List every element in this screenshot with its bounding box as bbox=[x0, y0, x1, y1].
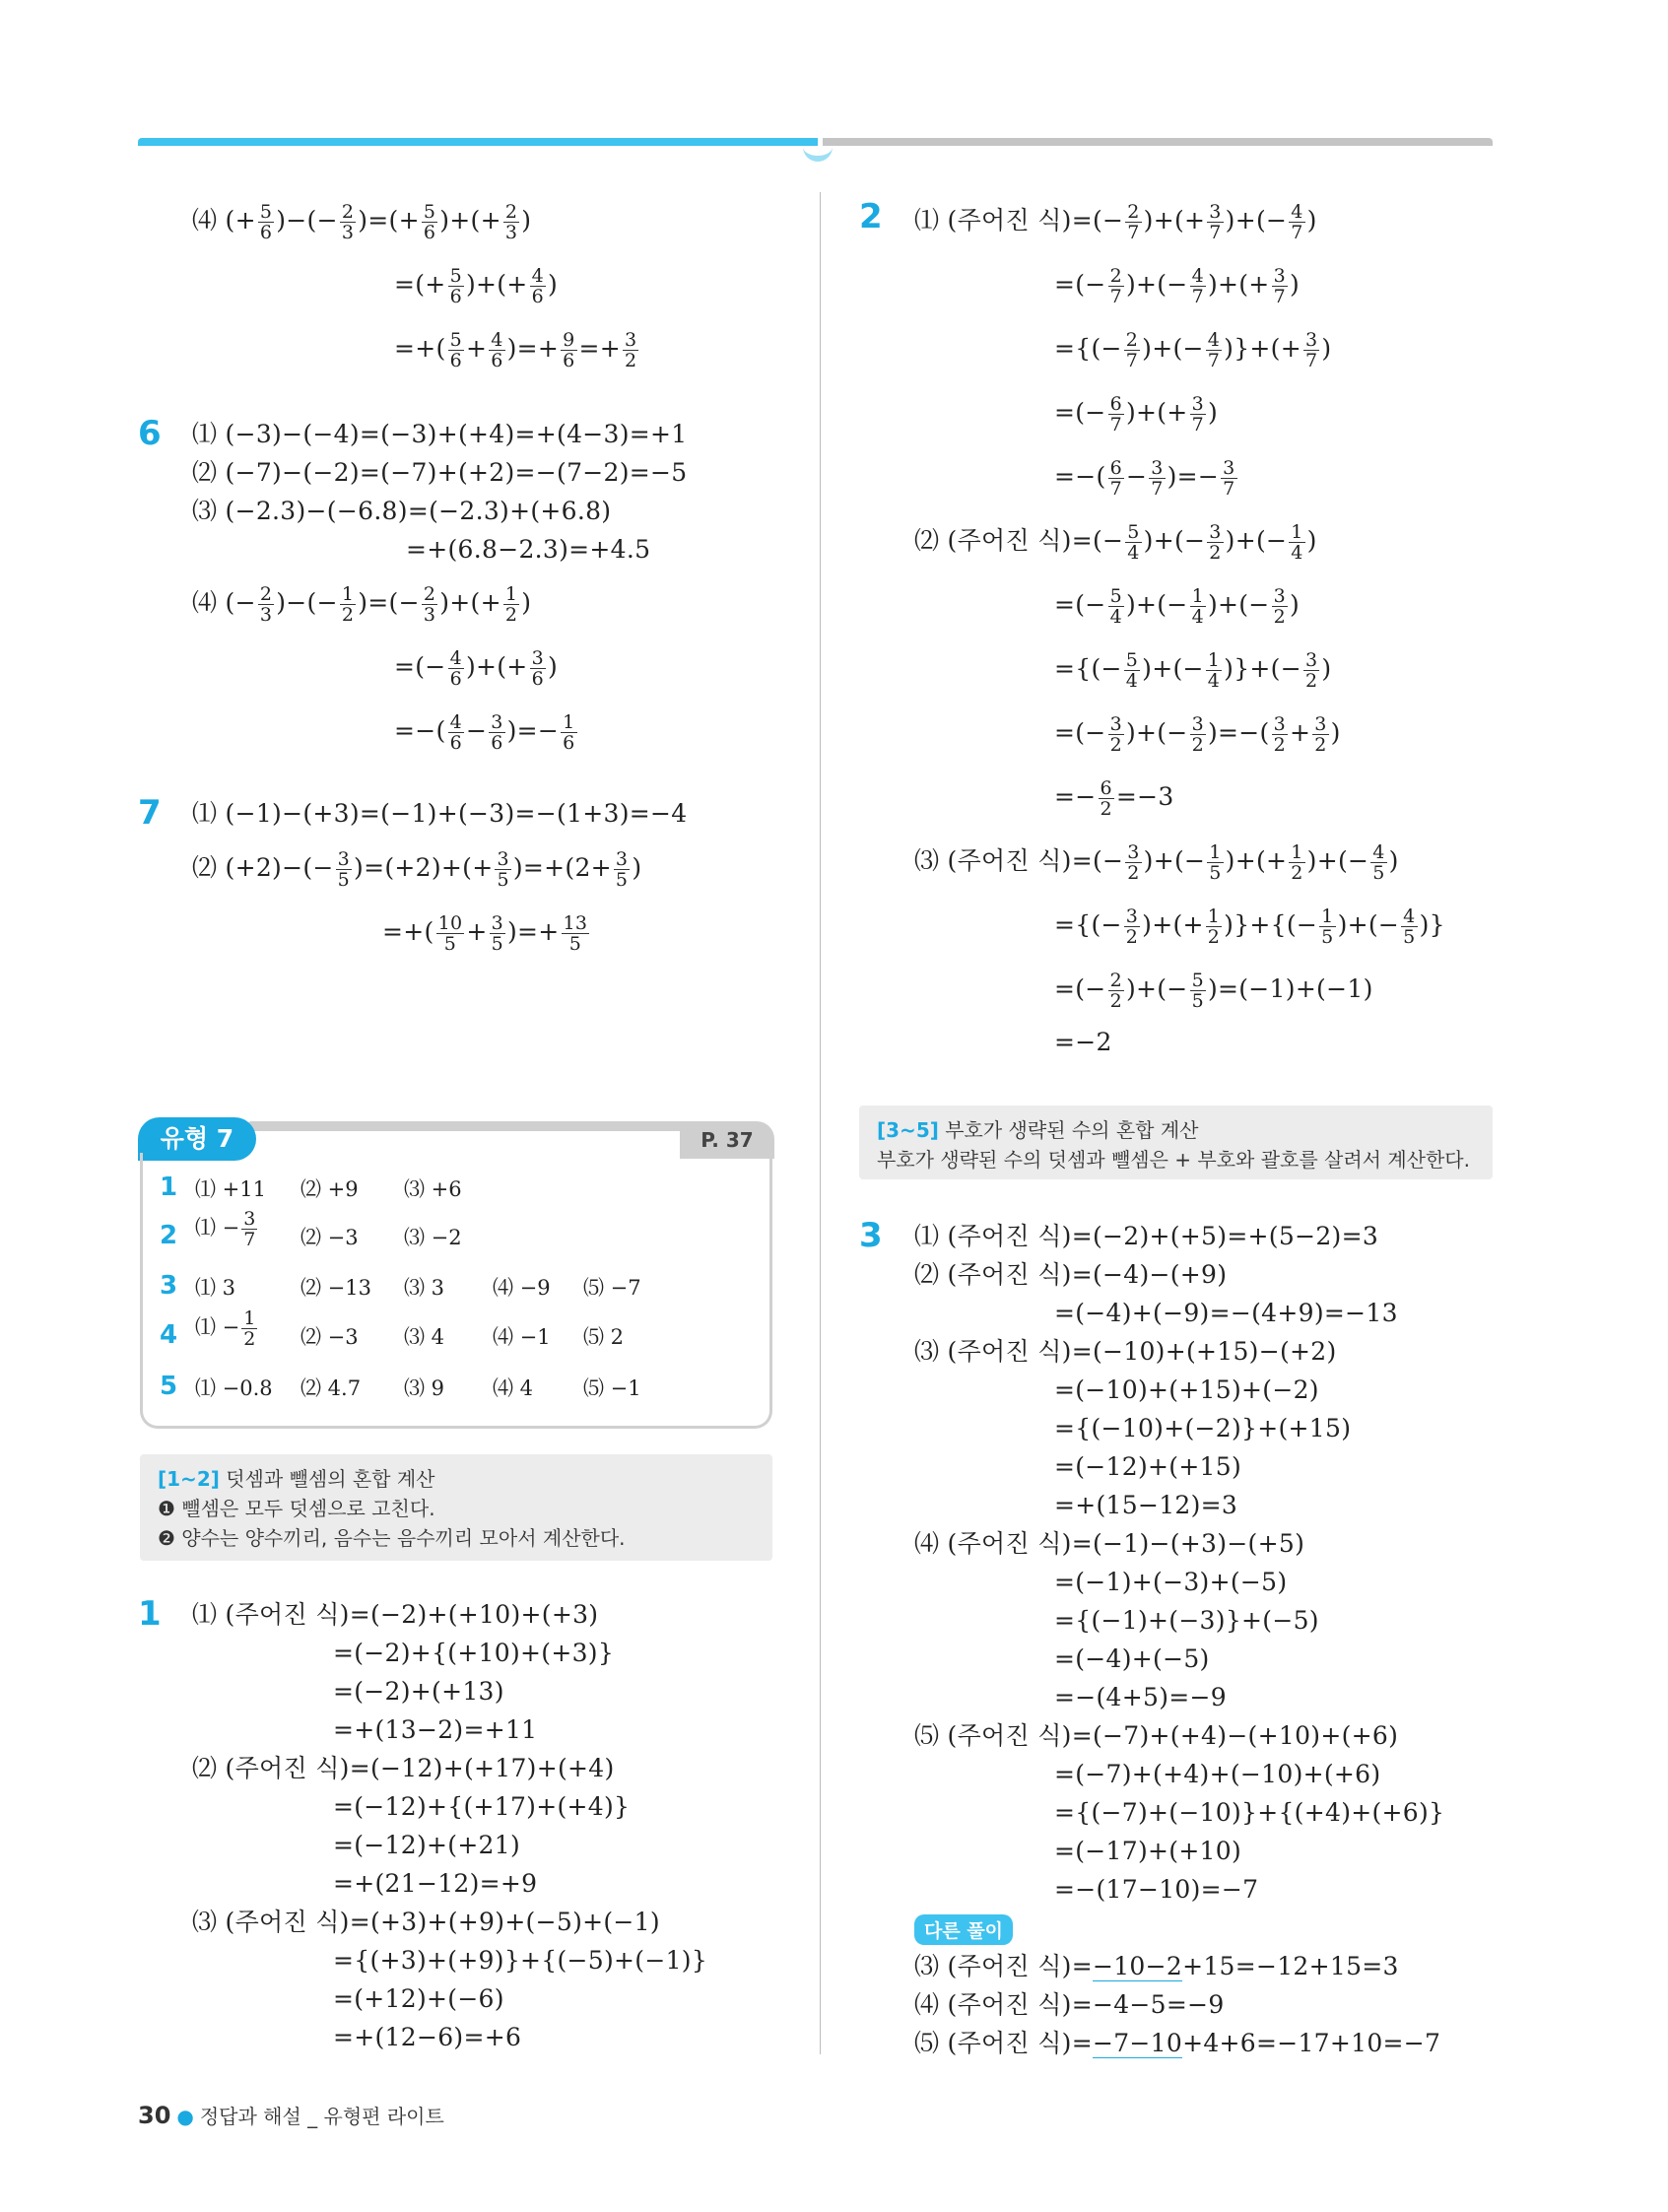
q1-line-2: =(−2)+{(+10)+(+3)} bbox=[333, 1639, 615, 1667]
type7-row1-c: ⑶ +6 bbox=[404, 1177, 462, 1201]
q3-line-18: =−(17−10)=−7 bbox=[1054, 1875, 1259, 1904]
q1-line-1: ⑴ (주어진 식)=(−2)+(+10)+(+3) bbox=[192, 1600, 599, 1629]
q1-line-9: ⑶ (주어진 식)=(+3)+(+9)+(−5)+(−1) bbox=[192, 1908, 660, 1936]
q3-line-8: =+(15−12)=3 bbox=[1054, 1491, 1238, 1519]
other-solution-line-3: ⑸ (주어진 식)=−7−10+4+6=−17+10=−7 bbox=[914, 2029, 1441, 2057]
q3-line-3: =(−4)+(−9)=−(4+9)=−13 bbox=[1054, 1299, 1398, 1327]
header-bar-right bbox=[823, 138, 1493, 146]
q2-b-line-4: =(− $\frac{3}{2}$ )+(− $\frac{3}{2}$ )=−( $\frac{3}{2}$ + $\frac{3}{2}$ ) bbox=[1054, 713, 1341, 756]
q6-line-7: =−( $\frac{4}{6}$ − $\frac{3}{6}$ )=− $\frac{1}{6}$ bbox=[394, 711, 575, 754]
q1-line-11: =(+12)+(−6) bbox=[333, 1984, 504, 2013]
other-solution-line-1: ⑶ (주어진 식)=−10−2+15=−12+15=3 bbox=[914, 1952, 1399, 1980]
column-divider bbox=[820, 192, 821, 2054]
type7-row2-number: 2 bbox=[160, 1221, 178, 1250]
q3-line-12: =(−4)+(−5) bbox=[1054, 1644, 1210, 1673]
q2-b-line-3: ={(− $\frac{5}{4}$ )+(− $\frac{1}{4}$ )}+(− $\frac{3}{2}$ ) bbox=[1054, 649, 1332, 692]
page-number: 30 bbox=[138, 2102, 171, 2129]
type7-row3-e: ⑸ −7 bbox=[583, 1276, 641, 1300]
q3-line-2: ⑵ (주어진 식)=(−4)−(+9) bbox=[914, 1260, 1228, 1289]
bullet-dot-icon: ● bbox=[176, 2105, 194, 2128]
q2-a-line-3: ={(− $\frac{2}{7}$ )+(− $\frac{4}{7}$ )}+(+ $\frac{3}{7}$ ) bbox=[1054, 329, 1332, 371]
q3-line-17: =(−17)+(+10) bbox=[1054, 1837, 1242, 1865]
left-top-line-3: =+( $\frac{5}{6}$ + $\frac{4}{6}$ )=+ $\frac{9}{6}$ =+ $\frac{3}{2}$ bbox=[394, 329, 637, 371]
type7-row4-d: ⑷ −1 bbox=[493, 1325, 551, 1349]
type7-row3-number: 3 bbox=[160, 1271, 178, 1301]
type7-row3-b: ⑵ −13 bbox=[300, 1276, 371, 1300]
q2-b-line-1: ⑵ (주어진 식)=(− $\frac{5}{4}$ )+(− $\frac{3}{2}$ )+(− $\frac{1}{4}$ ) bbox=[914, 521, 1317, 564]
info-box-1-2-line-1: ❶ 뺄셈은 모두 덧셈으로 고친다. bbox=[158, 1497, 435, 1520]
q6-line-6: =(− $\frac{4}{6}$ )+(+ $\frac{3}{6}$ ) bbox=[394, 647, 559, 690]
q3-line-5: =(−10)+(+15)+(−2) bbox=[1054, 1375, 1319, 1404]
type7-row3-d: ⑷ −9 bbox=[493, 1276, 551, 1300]
type7-row4-e: ⑸ 2 bbox=[583, 1325, 625, 1349]
header-bar-left bbox=[138, 138, 818, 146]
q1-line-8: =+(21−12)=+9 bbox=[333, 1869, 538, 1898]
question-number-2: 2 bbox=[859, 197, 883, 236]
q2-a-line-4: =(− $\frac{6}{7}$ )+(+ $\frac{3}{7}$ ) bbox=[1054, 393, 1219, 436]
q3-line-16: ={(−7)+(−10)}+{(+4)+(+6)} bbox=[1054, 1798, 1445, 1827]
type7-row1-a: ⑴ +11 bbox=[195, 1177, 266, 1201]
type7-title: 유형 7 bbox=[138, 1117, 256, 1161]
q3-line-1: ⑴ (주어진 식)=(−2)+(+5)=+(5−2)=3 bbox=[914, 1222, 1379, 1250]
other-solution-line-2: ⑷ (주어진 식)=−4−5=−9 bbox=[914, 1990, 1225, 2019]
type7-row2-b: ⑵ −3 bbox=[300, 1226, 359, 1249]
q3-line-6: ={(−10)+(−2)}+(+15) bbox=[1054, 1414, 1352, 1442]
q3-line-9: ⑷ (주어진 식)=(−1)−(+3)−(+5) bbox=[914, 1529, 1305, 1558]
type7-row3-c: ⑶ 3 bbox=[404, 1276, 445, 1300]
info-box-1-2-line-2: ❷ 양수는 양수끼리, 음수는 음수끼리 모아서 계산한다. bbox=[158, 1526, 626, 1550]
q2-c-line-1: ⑶ (주어진 식)=(− $\frac{3}{2}$ )+(− $\frac{1}{5}$ )+(+ $\frac{1}{2}$ )+(− $\frac{4}{5}$ ) bbox=[914, 841, 1399, 884]
type7-row5-d: ⑷ 4 bbox=[493, 1376, 534, 1400]
type7-row5-c: ⑶ 9 bbox=[404, 1376, 445, 1400]
q2-c-line-2: ={(− $\frac{3}{2}$ )+(+ $\frac{1}{2}$ )}+{(− $\frac{1}{5}$ )+(− $\frac{4}{5}$ )} bbox=[1054, 905, 1445, 948]
q6-line-1: ⑴ (−3)−(−4)=(−3)+(+4)=+(4−3)=+1 bbox=[192, 420, 688, 448]
q2-a-line-5: =−( $\frac{6}{7}$ − $\frac{3}{7}$ )=− $\frac{3}{7}$ bbox=[1054, 457, 1235, 500]
q2-c-line-4: =−2 bbox=[1054, 1028, 1112, 1056]
type7-row2-c: ⑶ −2 bbox=[404, 1226, 462, 1249]
info-box-3-5 bbox=[859, 1106, 1493, 1179]
type7-row4-number: 4 bbox=[160, 1320, 178, 1350]
q3-line-14: ⑸ (주어진 식)=(−7)+(+4)−(+10)+(+6) bbox=[914, 1721, 1399, 1750]
question-number-6: 6 bbox=[138, 414, 162, 453]
footer-title: 정답과 해설 _ 유형편 라이트 bbox=[199, 2105, 444, 2128]
q6-line-3: ⑶ (−2.3)−(−6.8)=(−2.3)+(+6.8) bbox=[192, 497, 612, 525]
q2-b-line-5: =− $\frac{6}{2}$ =−3 bbox=[1054, 777, 1174, 820]
q3-line-4: ⑶ (주어진 식)=(−10)+(+15)−(+2) bbox=[914, 1337, 1337, 1366]
question-number-7: 7 bbox=[138, 793, 162, 833]
other-solution-badge: 다른 풀이 bbox=[914, 1914, 1013, 1945]
info-box-3-5-title: [3~5] 부호가 생략된 수의 혼합 계산 bbox=[877, 1118, 1199, 1142]
type7-row3-a: ⑴ 3 bbox=[195, 1276, 236, 1300]
q3-line-10: =(−1)+(−3)+(−5) bbox=[1054, 1568, 1288, 1596]
q7-line-3: =+( $\frac{10}{5}$ + $\frac{3}{5}$ )=+ $\frac{13}{5}$ bbox=[382, 912, 588, 955]
question-number-1: 1 bbox=[138, 1594, 162, 1634]
type7-row5-a: ⑴ −0.8 bbox=[195, 1376, 273, 1400]
q1-line-5: ⑵ (주어진 식)=(−12)+(+17)+(+4) bbox=[192, 1754, 615, 1782]
q3-line-7: =(−12)+(+15) bbox=[1054, 1452, 1242, 1481]
info-box-1-2-title: [1~2] 덧셈과 뺄셈의 혼합 계산 bbox=[158, 1467, 435, 1491]
q1-line-10: ={(+3)+(+9)}+{(−5)+(−1)} bbox=[333, 1946, 708, 1975]
q2-c-line-3: =(− $\frac{2}{2}$ )+(− $\frac{5}{5}$ )=(−1)+(−1) bbox=[1054, 970, 1373, 1012]
q1-line-7: =(−12)+(+21) bbox=[333, 1831, 521, 1859]
info-box-3-5-line-1: 부호가 생략된 수의 덧셈과 뺄셈은 + 부호와 괄호를 살려서 계산한다. bbox=[877, 1148, 1470, 1172]
q2-b-line-2: =(− $\frac{5}{4}$ )+(− $\frac{1}{4}$ )+(− $\frac{3}{2}$ ) bbox=[1054, 585, 1301, 628]
q1-line-4: =+(13−2)=+11 bbox=[333, 1715, 538, 1744]
q2-a-line-1: ⑴ (주어진 식)=(− $\frac{2}{7}$ )+(+ $\frac{3}{7}$ )+(− $\frac{4}{7}$ ) bbox=[914, 201, 1317, 243]
page-footer bbox=[138, 2101, 444, 2129]
type7-row5-e: ⑸ −1 bbox=[583, 1376, 641, 1400]
type7-row4-a: ⑴ − $\frac{1}{2}$ bbox=[195, 1307, 256, 1350]
type7-row4-b: ⑵ −3 bbox=[300, 1325, 359, 1349]
q3-line-13: =−(4+5)=−9 bbox=[1054, 1683, 1227, 1711]
q1-line-12: =+(12−6)=+6 bbox=[333, 2023, 522, 2051]
type7-row2-a: ⑴ − $\frac{3}{7}$ bbox=[195, 1208, 256, 1250]
type7-row5-b: ⑵ 4.7 bbox=[300, 1376, 362, 1400]
q6-line-4: =+(6.8−2.3)=+4.5 bbox=[406, 535, 651, 564]
info-box-1-2 bbox=[140, 1454, 772, 1561]
left-top-line-2: =(+ $\frac{5}{6}$ )+(+ $\frac{4}{6}$ ) bbox=[394, 265, 559, 307]
type7-row4-c: ⑶ 4 bbox=[404, 1325, 445, 1349]
q2-a-line-2: =(− $\frac{2}{7}$ )+(− $\frac{4}{7}$ )+(+ $\frac{3}{7}$ ) bbox=[1054, 265, 1301, 307]
q6-line-5: ⑷ (− $\frac{2}{3}$ )−(− $\frac{1}{2}$ )=(− $\frac{2}{3}$ )+(+ $\frac{1}{2}$ ) bbox=[192, 583, 532, 626]
type7-row5-number: 5 bbox=[160, 1372, 178, 1401]
q6-line-2: ⑵ (−7)−(−2)=(−7)+(+2)=−(7−2)=−5 bbox=[192, 458, 688, 487]
type7-page-ref: P. 37 bbox=[680, 1121, 774, 1159]
question-number-3: 3 bbox=[859, 1216, 883, 1255]
q1-line-3: =(−2)+(+13) bbox=[333, 1677, 504, 1706]
q3-line-15: =(−7)+(+4)+(−10)+(+6) bbox=[1054, 1760, 1381, 1788]
q3-line-11: ={(−1)+(−3)}+(−5) bbox=[1054, 1606, 1319, 1635]
type7-header-line bbox=[246, 1121, 690, 1131]
q7-line-2: ⑵ (+2)−(− $\frac{3}{5}$ )=(+2)+(+ $\frac{3}{5}$ )=+(2+ $\frac{3}{5}$ ) bbox=[192, 848, 642, 891]
type7-row1-number: 1 bbox=[160, 1173, 178, 1202]
q7-line-1: ⑴ (−1)−(+3)=(−1)+(−3)=−(1+3)=−4 bbox=[192, 799, 688, 828]
type7-row1-b: ⑵ +9 bbox=[300, 1177, 359, 1201]
q1-line-6: =(−12)+{(+17)+(+4)} bbox=[333, 1792, 631, 1821]
left-top-line-1: ⑷ (+ $\frac{5}{6}$ )−(− $\frac{2}{3}$ )=(+ $\frac{5}{6}$ )+(+ $\frac{2}{3}$ ) bbox=[192, 201, 532, 243]
